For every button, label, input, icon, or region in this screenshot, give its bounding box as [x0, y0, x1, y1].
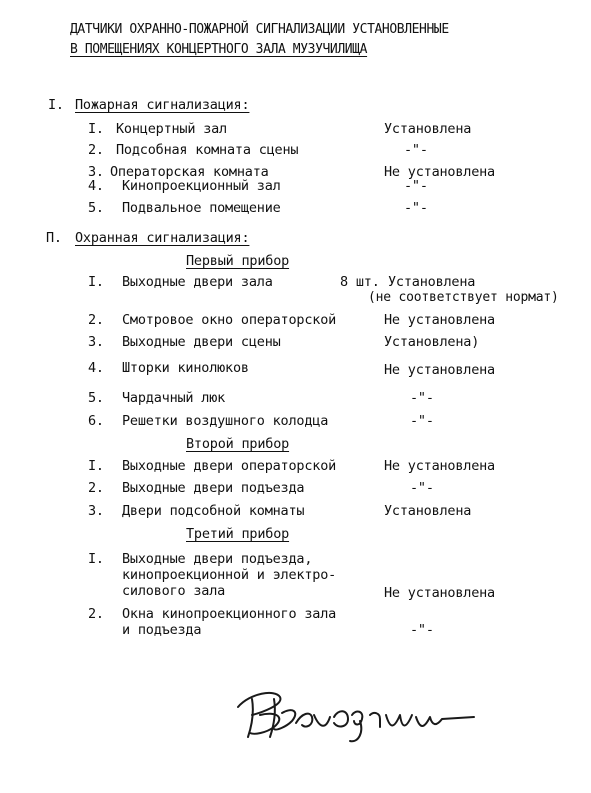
- list-item-status: Установлена: [384, 121, 472, 137]
- device2-title: Второй прибор: [186, 436, 290, 452]
- list-item-status: Не установлена: [384, 312, 495, 328]
- list-item-name: Подвальное помещение: [122, 200, 281, 216]
- list-item-status: Установлена): [384, 334, 480, 350]
- list-item-number: 2.: [88, 142, 104, 158]
- section1-number: I.: [48, 97, 64, 113]
- list-item-status: -"-: [410, 413, 434, 429]
- list-item-name: Кинопроекционный зал: [122, 178, 281, 194]
- list-item-status: Установлена: [384, 503, 472, 519]
- handwritten-signature: [230, 685, 505, 745]
- list-item-number: I.: [88, 121, 104, 137]
- list-item-number: 2.: [88, 480, 104, 496]
- list-item-name: Концертный зал: [116, 121, 227, 137]
- list-item-number: 3.: [88, 164, 104, 180]
- list-item-number: I.: [88, 458, 104, 474]
- list-item-status: -"-: [410, 480, 434, 496]
- list-item-status: Установлена: [388, 274, 476, 290]
- list-item-name-line: и подъезда: [122, 622, 202, 638]
- list-item-number: 3.: [88, 334, 104, 350]
- list-item-number: I.: [88, 551, 104, 567]
- list-item-name-line: силового зала: [122, 583, 226, 599]
- list-item-status: Не установлена: [384, 585, 495, 601]
- list-item-name: Выходные двери зала: [122, 274, 273, 290]
- list-item-status: -"-: [404, 178, 428, 194]
- list-item-number: 5.: [88, 390, 104, 406]
- section1-title: Пожарная сигнализация:: [75, 97, 250, 113]
- list-item-status: Не установлена: [384, 362, 495, 378]
- list-item-number: 4.: [88, 178, 104, 194]
- list-item-number: 2.: [88, 606, 104, 622]
- list-item-number: 2.: [88, 312, 104, 328]
- list-item-status: Не установлена: [384, 458, 495, 474]
- list-item-number: I.: [88, 274, 104, 290]
- list-item-status: -"-: [404, 200, 428, 216]
- list-item-note: (не соответствует нормат): [368, 290, 559, 305]
- list-item-name: Двери подсобной комнаты: [122, 503, 305, 519]
- list-item-name: Выходные двери подъезда: [122, 480, 305, 496]
- list-item-name: Шторки кинолюков: [122, 360, 249, 376]
- list-item-name-line: кинопроекционной и электро-: [122, 567, 337, 583]
- device3-title: Третий прибор: [186, 526, 290, 542]
- device1-title: Первый прибор: [186, 253, 290, 269]
- list-item-name: Чардачный люк: [122, 390, 226, 406]
- document-title-line1: ДАТЧИКИ ОХРАННО-ПОЖАРНОЙ СИГНАЛИЗАЦИИ УСТАНОВЛЕННЫЕ: [70, 22, 449, 37]
- list-item-number: 4.: [88, 360, 104, 376]
- section2-title: Охранная сигнализация:: [75, 230, 250, 246]
- section2-number: П.: [46, 230, 62, 246]
- list-item-number: 6.: [88, 413, 104, 429]
- list-item-name: Смотровое окно операторской: [122, 312, 337, 328]
- list-item-name-line: Выходные двери подъезда,: [122, 551, 313, 567]
- document-title-line2: В ПОМЕЩЕНИЯХ КОНЦЕРТНОГО ЗАЛА МУЗУЧИЛИЩА: [70, 42, 368, 57]
- list-item-name: Выходные двери операторской: [122, 458, 337, 474]
- list-item-status: -"-: [410, 390, 434, 406]
- list-item-status: Не установлена: [384, 164, 495, 180]
- list-item-qty: 8 шт.: [340, 274, 380, 290]
- list-item-name: Выходные двери сцены: [122, 334, 281, 350]
- list-item-name: Решетки воздушного колодца: [122, 413, 329, 429]
- list-item-name-line: Окна кинопроекционного зала: [122, 606, 337, 622]
- list-item-number: 5.: [88, 200, 104, 216]
- list-item-name: Подсобная комната сцены: [116, 142, 299, 158]
- list-item-number: 3.: [88, 503, 104, 519]
- list-item-status: -"-: [410, 622, 434, 638]
- list-item-status: -"-: [404, 142, 428, 158]
- list-item-name: Операторская комната: [110, 164, 269, 180]
